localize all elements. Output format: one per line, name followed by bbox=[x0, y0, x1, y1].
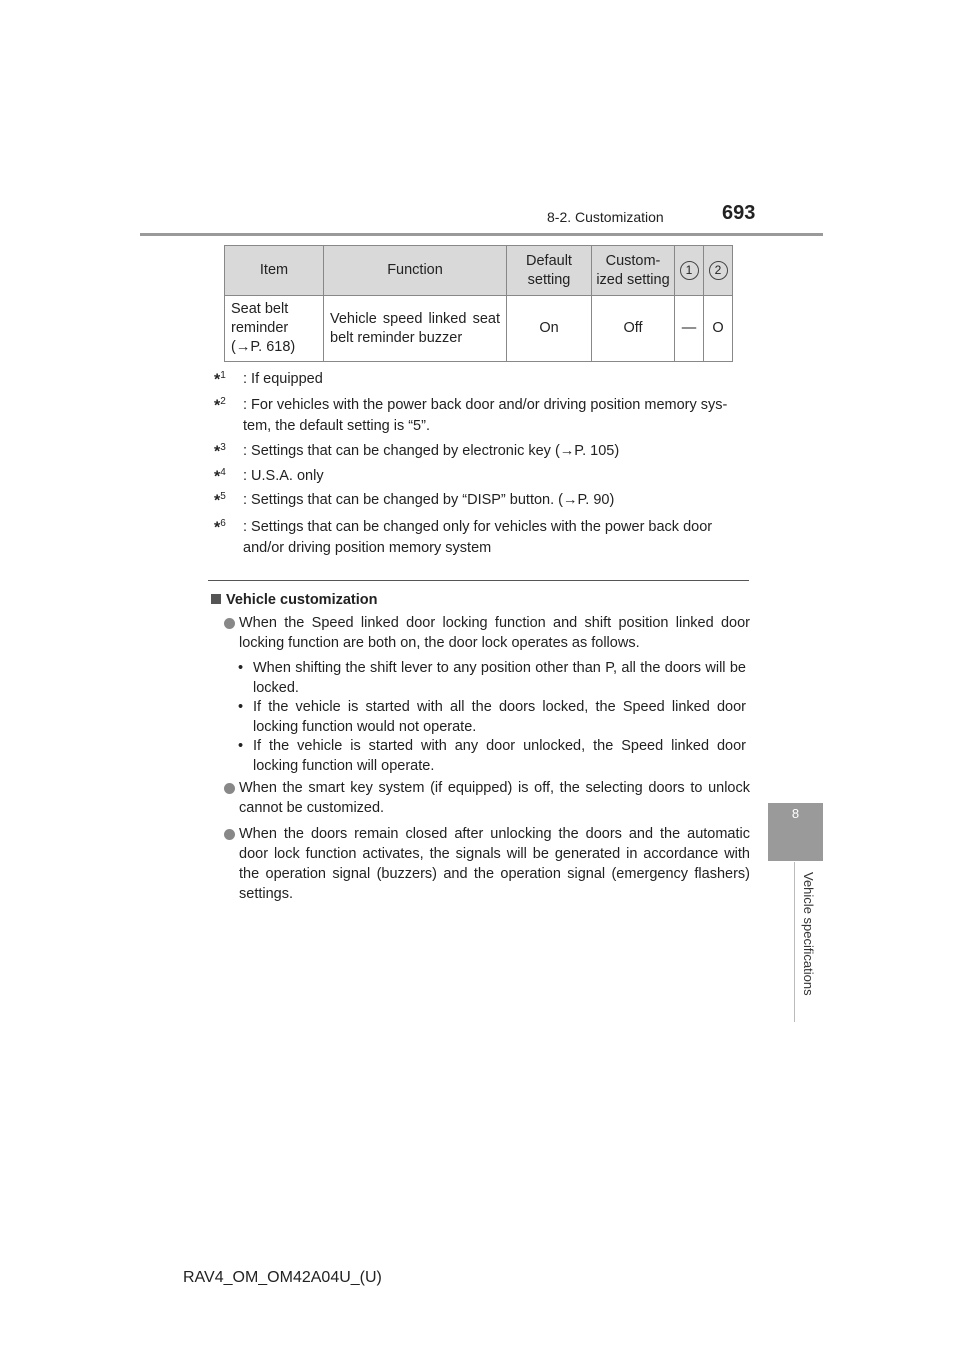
header-col-1 bbox=[675, 246, 704, 296]
sub-bullet-icon: • bbox=[238, 660, 244, 676]
document-code: RAV4_OM_OM42A04U_(U) bbox=[183, 1269, 382, 1286]
footnote-text-cont: and/or driving position memory system bbox=[243, 540, 492, 556]
chapter-label: Vehicle specifications bbox=[801, 872, 816, 996]
item-page-ref[interactable]: (→P. 618) bbox=[231, 339, 296, 355]
sub-list-item-text: If the vehicle is started with all the doors locked, the Speed linked door locking function would not operate. bbox=[253, 699, 746, 735]
list-item bbox=[224, 613, 750, 653]
section-divider bbox=[208, 580, 749, 581]
footnote-mark: *$^3$ bbox=[214, 442, 226, 461]
chapter-number: 8 bbox=[791, 806, 800, 821]
header-col-2 bbox=[704, 246, 733, 296]
bullet-dot-icon bbox=[224, 618, 235, 629]
header-customized-setting: Custom-ized setting bbox=[592, 246, 675, 296]
cell-customized: Off bbox=[592, 296, 675, 362]
cell-col-1: — bbox=[675, 296, 704, 362]
table-row bbox=[225, 296, 733, 362]
footnote-6 bbox=[214, 517, 749, 559]
sub-bullet-icon: • bbox=[238, 738, 244, 754]
footnote-text: : Settings that can be changed by electronic key (→P. 105) bbox=[243, 443, 620, 459]
header-default-setting: Default setting bbox=[507, 246, 592, 296]
footnote-mark: *$^6$ bbox=[214, 518, 226, 537]
cell-function: Vehicle speed linked seat belt reminder buzzer bbox=[324, 296, 507, 362]
list-item-text: When the doors remain closed after unlocking the doors and the automatic door lock function activates, the signals will be generated in accordance with the operation signal (buzzers) and the operation signal (emergency flashers) settings. bbox=[239, 826, 750, 902]
bullet-dot-icon bbox=[224, 829, 235, 840]
header-rule bbox=[140, 233, 823, 236]
page-number: 693 bbox=[722, 202, 756, 224]
circled-1-icon: 1 bbox=[680, 261, 699, 280]
list-item bbox=[224, 824, 750, 904]
cell-item bbox=[225, 296, 324, 362]
sub-list-item bbox=[238, 697, 746, 737]
footnote-text: : For vehicles with the power back door and/or driving position memory sys- bbox=[243, 397, 728, 413]
sub-list-item-text: If the vehicle is started with any door unlocked, the Speed linked door locking function will operate. bbox=[253, 738, 746, 774]
footnote-4 bbox=[214, 466, 749, 487]
table-header-row bbox=[225, 246, 733, 296]
list-item-text: When the Speed linked door locking function and shift position linked door locking function are both on, the door lock operates as follows. bbox=[239, 615, 750, 651]
footnote-2 bbox=[214, 395, 749, 437]
footnote-text: : U.S.A. only bbox=[243, 468, 324, 484]
sub-list-item-text: When shifting the shift lever to any position other than P, all the doors will be locked. bbox=[253, 660, 746, 696]
footnote-mark: *$^5$ bbox=[214, 491, 226, 510]
chapter-label-wrap bbox=[768, 862, 823, 1012]
circled-2-icon: 2 bbox=[709, 261, 728, 280]
section-title: 8-2. Customization bbox=[547, 209, 664, 225]
bullet-dot-icon bbox=[224, 783, 235, 794]
footnote-text-cont: tem, the default setting is “5”. bbox=[243, 418, 430, 434]
cell-default: On bbox=[507, 296, 592, 362]
footnote-text: : Settings that can be changed by “DISP” button. (→P. 90) bbox=[243, 492, 615, 508]
footnote-mark: *$^1$ bbox=[214, 370, 226, 389]
header-function: Function bbox=[324, 246, 507, 296]
sub-bullet-icon: • bbox=[238, 699, 244, 715]
customization-table bbox=[224, 245, 733, 362]
sub-list-item bbox=[238, 736, 746, 776]
footnote-5 bbox=[214, 490, 749, 511]
list-item bbox=[224, 778, 750, 818]
section-heading: Vehicle customization bbox=[211, 592, 378, 608]
footnote-text: : If equipped bbox=[243, 371, 323, 387]
square-bullet-icon bbox=[211, 594, 221, 604]
item-line-2: reminder bbox=[231, 320, 289, 336]
item-line-1: Seat belt bbox=[231, 301, 289, 317]
footnote-1 bbox=[214, 369, 749, 390]
footnote-mark: *$^2$ bbox=[214, 396, 226, 415]
cell-col-2: O bbox=[704, 296, 733, 362]
footnote-3 bbox=[214, 441, 749, 462]
footnote-mark: *$^4$ bbox=[214, 467, 226, 486]
list-item-text: When the smart key system (if equipped) is off, the selecting doors to unlock cannot be customized. bbox=[239, 780, 750, 816]
header-item: Item bbox=[225, 246, 324, 296]
sub-list-item bbox=[238, 658, 746, 698]
chapter-tab[interactable] bbox=[768, 803, 823, 861]
footnote-text: : Settings that can be changed only for vehicles with the power back door bbox=[243, 519, 713, 535]
